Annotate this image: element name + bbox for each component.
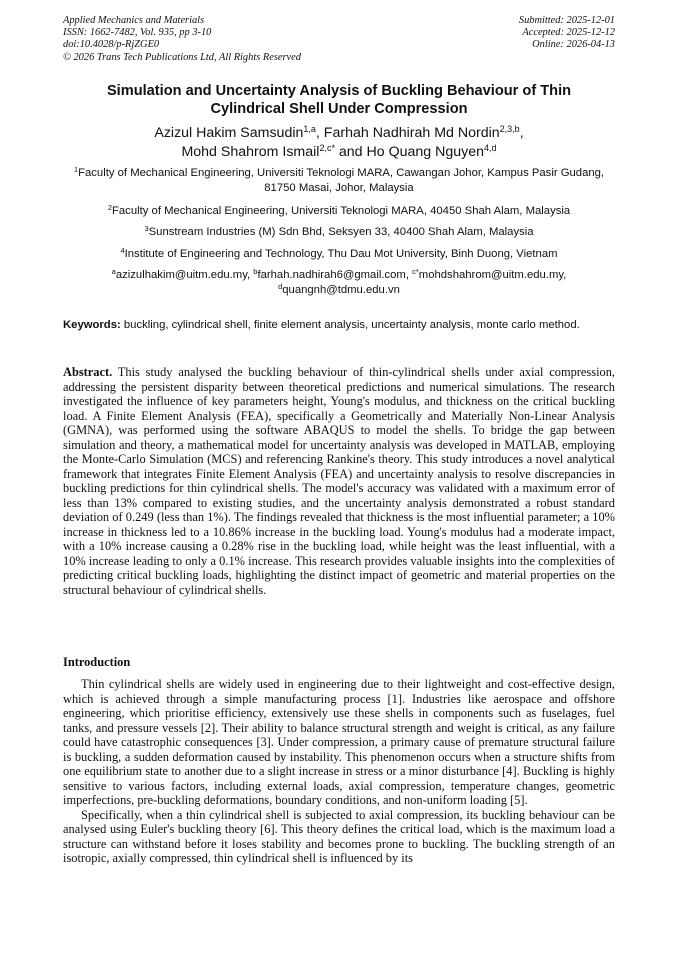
- author-and: and: [334, 144, 367, 160]
- journal-info: [63, 15, 301, 64]
- publication-dates: [519, 15, 615, 52]
- affiliation-3: [63, 225, 615, 240]
- affiliation-4: [63, 247, 615, 262]
- introduction-body: [63, 677, 615, 866]
- introduction-paragraph-2: Specifically, when a thin cylindrical shell is subjected to axial compression, its buckling behaviour can be analysed using Euler's buckling theory [6]. This theory defines the critical load, which is the maximum load a structure can withstand before it loses stability and becomes prone to buckling. The buckling strength of an isotropic, axially compressed, thin cylindrical shell is influenced by its: [63, 807, 615, 865]
- keywords: [63, 318, 615, 332]
- email-a-mark: a: [111, 267, 116, 276]
- copyright: © 2026 Trans Tech Publications Ltd, All Rights Reserved: [63, 51, 301, 63]
- issn-volume: ISSN: 1662-7482, Vol. 935, pp 3-10: [63, 27, 212, 39]
- author-1-affil: 1,a: [303, 124, 316, 134]
- email-a[interactable]: azizulhakim@uitm.edu.my,: [115, 269, 254, 281]
- keywords-text: buckling, cylindrical shell, finite element analysis, uncertainty analysis, monte carlo method.: [120, 319, 580, 331]
- doi[interactable]: doi:10.4028/p-RjZGE0: [63, 39, 160, 51]
- authors-line-1: [63, 124, 615, 143]
- title-line-1: Simulation and Uncertainty Analysis of Buckling Behaviour of Thin: [106, 83, 572, 99]
- author-3-affil: 2,c*: [319, 143, 335, 153]
- authors-line-2: [63, 143, 615, 162]
- paper-title: [63, 82, 615, 118]
- author-2-affil: 2,3,b: [499, 124, 520, 134]
- accepted-date: Accepted: 2025-12-12: [522, 27, 615, 39]
- author-3: Mohd Shahrom Ismail: [181, 144, 320, 160]
- email-d-mark: d: [278, 282, 283, 292]
- keywords-label: Keywords:: [63, 319, 121, 331]
- author-4: Ho Quang Nguyen: [366, 144, 485, 160]
- affiliation-4-text: Institute of Engineering and Technology, Thu Dau Mot University, Binh Duong, Vietnam: [124, 248, 558, 260]
- affiliation-3-mark: 3: [144, 224, 149, 233]
- email-c[interactable]: mohdshahrom@uitm.edu.my,: [418, 269, 567, 281]
- email-list: [69, 268, 609, 299]
- email-d[interactable]: quangnh@tdmu.edu.vn: [282, 284, 400, 297]
- affiliation-2-text: Faculty of Mechanical Engineering, Universiti Teknologi MARA, 40450 Shah Alam, Malaysia: [111, 205, 571, 217]
- affiliation-2: [63, 204, 615, 219]
- affiliation-3-text: Sunstream Industries (M) Sdn Bhd, Seksyen 33, 40400 Shah Alam, Malaysia: [148, 226, 534, 238]
- abstract-label: Abstract.: [63, 365, 113, 379]
- affiliation-1-text: Faculty of Mechanical Engineering, Universiti Teknologi MARA, Cawangan Johor, Kampus Pasir Gudang, 81750 Masai, Johor, Malaysia: [78, 167, 605, 195]
- author-1: Azizul Hakim Samsudin: [154, 125, 304, 141]
- author-separator: ,: [315, 125, 324, 141]
- submitted-date: Submitted: 2025-12-01: [518, 15, 615, 26]
- email-b[interactable]: farhah.nadhirah6@gmail.com,: [257, 269, 413, 281]
- author-separator: ,: [519, 125, 524, 141]
- introduction-heading: Introduction: [63, 655, 131, 669]
- abstract: [63, 365, 615, 597]
- abstract-text: This study analysed the buckling behaviour of thin-cylindrical shells under axial compression, addressing the persistent disparity between theoretical predictions and numerical simulations. The research investigated the influence of key parameters height, Young's modulus, and thickness on the critical buckling load. A Finite Element Analysis (FEA), specifically a Geometrically and Materially Non-Linear Analysis (GMNA), was performed using the software ABAQUS to model the shells. To bridge the gap between simulation and theory, a mathematical model for uncertainty analysis was developed in MATLAB, employing the Monte-Carlo Simulation (MCS) and referencing Rankine's theory. This study introduces a novel analytical framework that integrates Finite Element Analysis (FEA) and uncertainty analysis to resolve discrepancies in buckling predictions for thin cylindrical shells. The model's accuracy was validated with a maximum error of less than 13% compared to existing studies, and the uncertainty analysis demonstrated a robust standard deviation of 0.249 (less than 1%). The findings revealed that thickness is the most influential parameter; a 10% increase in thickness led to a 10.86% increase in the buckling load. Young's modulus had a moderate impact, with a 10% increase causing a 0.28% rise in the buckling load, while height was the least influential, with a 10% increase leading to only a 0.1% increase. This research provides valuable insights into the complexities of predicting critical buckling loads, highlighting the distinct impact of geometric and material properties on the structural behaviour of cylindrical shells.: [63, 365, 615, 597]
- title-line-2: Cylindrical Shell Under Compression: [210, 101, 468, 117]
- affiliation-1: [63, 166, 615, 197]
- author-4-affil: 4,d: [484, 143, 497, 153]
- author-list: [63, 124, 615, 162]
- author-2: Farhah Nadhirah Md Nordin: [323, 125, 500, 141]
- introduction-paragraph-1: Thin cylindrical shells are widely used in engineering due to their lightweight and cost-effective design, which is achieved through a simple manufacturing process [1]. Industries like aerospace and offshore engineering, which prioritise efficiency, extensively use these shells in components such as fuselages, fuel tanks, and pressure vessels [2]. Their ability to balance structural strength and weight is critical, as any failure could have catastrophic consequences [3]. Under compression, a primary cause of premature structural failure is buckling, a sudden deformation caused by instability. This phenomenon occurs when a structure shifts from one equilibrium state to another due to a slight increase in stress or a minor disturbance [4]. Buckling is highly sensitive to various factors, including external loads, axial compression, temperature changes, geometric imperfections, pre-buckling deformations, boundary conditions, and non-uniform loading [5].: [63, 677, 615, 807]
- email-b-mark: b: [253, 267, 258, 276]
- online-date: Online: 2026-04-13: [532, 39, 615, 51]
- email-c-mark: c*: [412, 267, 419, 276]
- affiliation-2-mark: 2: [107, 203, 112, 212]
- affiliation-1-mark: 1: [73, 165, 79, 174]
- affiliation-4-mark: 4: [120, 246, 125, 255]
- journal-name: Applied Mechanics and Materials: [63, 15, 205, 26]
